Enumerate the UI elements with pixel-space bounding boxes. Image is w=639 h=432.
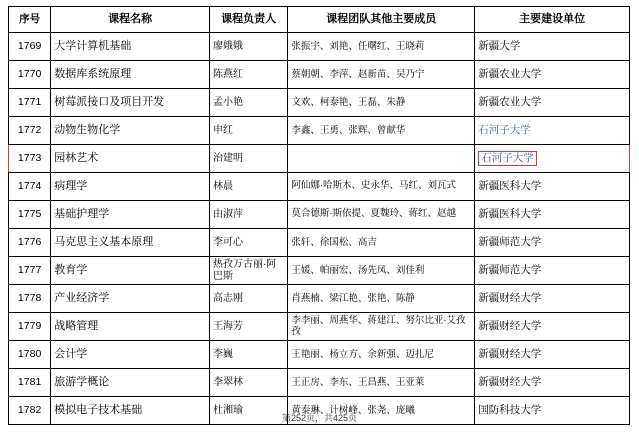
table-row-highlighted — [9, 145, 630, 173]
cell-leader: 孟小艳 — [209, 89, 287, 117]
cell-members: 张振宇、刘艳、任曙红、王晓莉 — [288, 33, 475, 61]
cell-members: 蔡朝朝、李萍、赵新苗、吴乃宁 — [288, 61, 475, 89]
cell-members: 阿仙娜·哈斯木、史永华、马红、刘瓦式 — [288, 173, 475, 201]
cell-unit: 新疆财经大学 — [475, 313, 630, 341]
cell-unit: 新疆财经大学 — [475, 369, 630, 397]
column-header-members: 课程团队其他主要成员 — [288, 7, 475, 33]
cell-unit: 新疆农业大学 — [475, 61, 630, 89]
cell-seq: 1782 — [9, 397, 51, 425]
table-header-row — [9, 7, 630, 33]
cell-course-name: 基础护理学 — [51, 201, 210, 229]
cell-course-name: 产业经济学 — [51, 285, 210, 313]
cell-unit: 新疆医科大学 — [475, 173, 630, 201]
cell-members: 张轩、徐国松、高吉 — [288, 229, 475, 257]
cell-leader: 王海芳 — [209, 313, 287, 341]
cell-seq: 1770 — [9, 61, 51, 89]
cell-seq: 1779 — [9, 313, 51, 341]
cell-seq: 1775 — [9, 201, 51, 229]
table-row — [9, 257, 630, 285]
course-table — [8, 6, 630, 425]
table-row — [9, 229, 630, 257]
cell-course-name: 旅游学概论 — [51, 369, 210, 397]
cell-leader: 杜湘瑜 — [209, 397, 287, 425]
table-row — [9, 33, 630, 61]
cell-leader: 林晨 — [209, 173, 287, 201]
cell-unit: 新疆农业大学 — [475, 89, 630, 117]
cell-members: 李鑫、王勇、张辉、曾献华 — [288, 117, 475, 145]
cell-seq: 1781 — [9, 369, 51, 397]
table-row — [9, 341, 630, 369]
cell-members: 肖燕楠、梁江艳、张艳、陈静 — [288, 285, 475, 313]
cell-members: 王媛、帕丽宏、汤先凤、刘佳利 — [288, 257, 475, 285]
cell-course-name: 大学计算机基础 — [51, 33, 210, 61]
table-body — [9, 33, 630, 425]
cell-course-name: 模拟电子技术基础 — [51, 397, 210, 425]
table-row — [9, 61, 630, 89]
page-footer: 第252页，共425页 — [281, 413, 358, 423]
cell-members: 王艳丽、杨立方、余新强、迈扎尼 — [288, 341, 475, 369]
table-header — [9, 7, 630, 33]
cell-seq: 1772 — [9, 117, 51, 145]
table-row — [9, 285, 630, 313]
table-row — [9, 89, 630, 117]
cell-members — [288, 145, 475, 173]
cell-seq: 1774 — [9, 173, 51, 201]
cell-unit: 新疆医科大学 — [475, 201, 630, 229]
unit-link-text: 石河子大学 — [478, 124, 531, 137]
cell-seq: 1778 — [9, 285, 51, 313]
cell-leader: 李巍 — [209, 341, 287, 369]
cell-leader: 申红 — [209, 117, 287, 145]
cell-course-name: 马克思主义基本原理 — [51, 229, 210, 257]
cell-course-name: 病理学 — [51, 173, 210, 201]
cell-course-name: 教育学 — [51, 257, 210, 285]
table-row — [9, 369, 630, 397]
cell-leader: 李翠林 — [209, 369, 287, 397]
column-header-seq: 序号 — [9, 7, 51, 33]
cell-members: 李李丽、周燕华、蒋建江、努尔比亚·艾孜孜 — [288, 313, 475, 341]
cell-unit: 新疆师范大学 — [475, 229, 630, 257]
cell-members: 黄泰琳、计树峰、张尧、庞曦 — [288, 397, 475, 425]
cell-seq: 1777 — [9, 257, 51, 285]
table-row — [9, 117, 630, 145]
cell-unit: 新疆财经大学 — [475, 341, 630, 369]
cell-course-name: 园林艺术 — [51, 145, 210, 173]
column-header-course-name: 课程名称 — [51, 7, 210, 33]
cell-members: 王正房、李东、王昌燕、王亚莱 — [288, 369, 475, 397]
cell-leader: 陈燕红 — [209, 61, 287, 89]
cell-unit — [475, 145, 630, 173]
table-row — [9, 313, 630, 341]
cell-unit — [475, 117, 630, 145]
cell-course-name: 会计学 — [51, 341, 210, 369]
cell-seq: 1771 — [9, 89, 51, 117]
course-table-container — [8, 6, 630, 425]
cell-leader: 由淑萍 — [209, 201, 287, 229]
cell-course-name: 战略管理 — [51, 313, 210, 341]
cell-unit: 新疆财经大学 — [475, 285, 630, 313]
cell-leader: 李可心 — [209, 229, 287, 257]
unit-highlight-box: 石河子大学 — [478, 151, 537, 165]
column-header-unit: 主要建设单位 — [475, 7, 630, 33]
table-row — [9, 201, 630, 229]
cell-course-name: 数据库系统原理 — [51, 61, 210, 89]
cell-seq: 1769 — [9, 33, 51, 61]
cell-unit: 新疆师范大学 — [475, 257, 630, 285]
cell-course-name: 树莓派接口及项目开发 — [51, 89, 210, 117]
cell-leader: 治建明 — [209, 145, 287, 173]
cell-seq: 1773 — [9, 145, 51, 173]
cell-leader: 热孜万古丽·阿巴斯 — [209, 257, 287, 285]
column-header-leader: 课程负责人 — [209, 7, 287, 33]
cell-leader: 高志刚 — [209, 285, 287, 313]
cell-unit: 国防科技大学 — [475, 397, 630, 425]
cell-seq: 1776 — [9, 229, 51, 257]
cell-seq: 1780 — [9, 341, 51, 369]
table-row — [9, 173, 630, 201]
cell-course-name: 动物生物化学 — [51, 117, 210, 145]
cell-members: 莫合德斯·斯依提、夏魏玲、蒋红、赵越 — [288, 201, 475, 229]
cell-leader: 廖娥娥 — [209, 33, 287, 61]
cell-unit: 新疆大学 — [475, 33, 630, 61]
cell-members: 文欢、柯泰艳、王磊、朱静 — [288, 89, 475, 117]
